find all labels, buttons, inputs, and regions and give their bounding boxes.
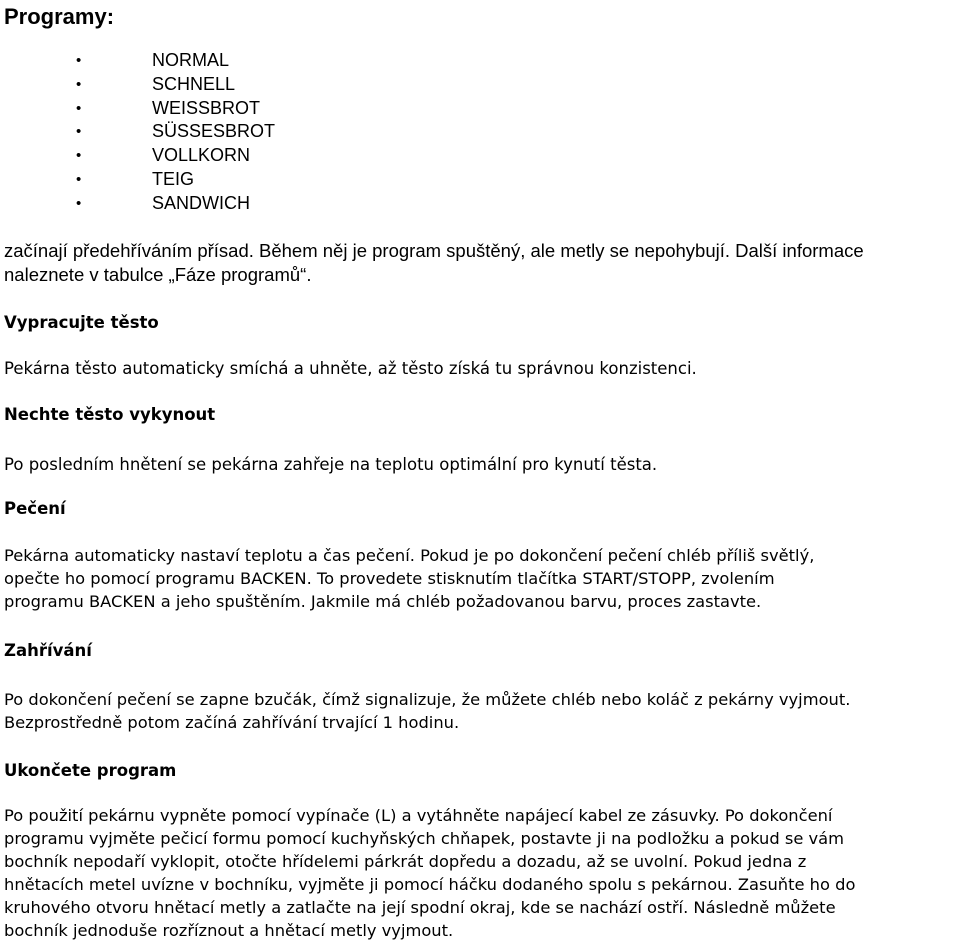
section-heading-finish: Ukončete program: [4, 761, 177, 780]
list-item: [4, 73, 275, 97]
text-line: hnětacích metel uvízne v bochníku, vyjměte ji pomocí háčku dodaného spolu s pekárnou. Zasuňte ho do: [4, 875, 856, 894]
list-item: [4, 192, 275, 216]
program-name: TEIG: [152, 168, 195, 189]
section-heading-bake: Pečení: [4, 499, 66, 518]
text-line: kruhového otvoru hnětací metly a zatlačte na její spodní okraj, kde se nachází ostří. Následně můžete: [4, 898, 836, 917]
bullet-icon: •: [76, 75, 82, 93]
text-line: Po posledním hnětení se pekárna zahřeje na teplotu optimální pro kynutí těsta.: [4, 455, 658, 474]
text-line: začínají předehříváním přísad. Během něj je program spuštěný, ale metly se nepohybují. Další informace: [4, 240, 864, 261]
list-item: [4, 97, 275, 121]
text-line: bochník nepodaří vyklopit, otočte hřídelemi párkrát dopředu a dozadu, až se uvolní. Pokud jedna z: [4, 852, 807, 871]
program-name: NORMAL: [152, 50, 230, 70]
text-line: programu BACKEN a jeho spuštěním. Jakmile má chléb požadovanou barvu, proces zastavte.: [4, 592, 762, 611]
bullet-icon: •: [76, 52, 82, 69]
bullet-icon: •: [76, 99, 82, 117]
section-heading-rise: Nechte těsto vykynout: [4, 405, 216, 424]
list-item: [4, 49, 275, 73]
section-text-rise: [4, 453, 960, 476]
bullet-icon: •: [76, 123, 82, 141]
program-name: SCHNELL: [152, 73, 236, 94]
program-name: VOLLKORN: [152, 145, 251, 166]
text-line: Pekárna těsto automaticky smíchá a uhněte, až těsto získá tu správnou konzistenci.: [4, 359, 697, 378]
text-line: Bezprostředně potom začíná zahřívání trvající 1 hodinu.: [4, 713, 460, 732]
text-line: Po dokončení pečení se zapne bzučák, čímž signalizuje, že můžete chléb nebo koláč z pekárny vyjmout.: [4, 690, 851, 709]
text-line: Po použití pekárnu vypněte pomocí vypínače (L) a vytáhněte napájecí kabel ze zásuvky. Po dokončení: [4, 806, 833, 825]
text-line: programu vyjměte pečicí formu pomocí kuchyňských chňapek, postavte ji na podložku a pokud se vám: [4, 829, 844, 848]
section-heading-keep-warm: Zahřívání: [4, 641, 92, 660]
program-name: WEISSBROT: [152, 97, 261, 118]
intro-paragraph: [4, 239, 960, 287]
program-name: SANDWICH: [152, 192, 250, 213]
bullet-icon: •: [76, 147, 82, 165]
section-text-bake: [4, 544, 960, 613]
program-name: SÜSSESBROT: [152, 121, 276, 142]
text-line: opečte ho pomocí programu BACKEN. To provedete stisknutím tlačítka START/STOPP, zvolením: [4, 569, 775, 588]
section-text-finish: [4, 804, 960, 942]
list-item: [4, 120, 275, 144]
text-line: bochník jednoduše rozříznout a hnětací metly vyjmout.: [4, 921, 454, 940]
text-line: naleznete v tabulce „Fáze programů“.: [4, 264, 312, 285]
page-title: Programy:: [4, 4, 115, 29]
bullet-icon: •: [76, 170, 82, 188]
section-text-knead: [4, 357, 960, 380]
bullet-icon: •: [76, 194, 82, 212]
section-heading-knead: Vypracujte těsto: [4, 313, 159, 332]
list-item: [4, 168, 275, 192]
program-list: [4, 49, 275, 216]
text-line: Pekárna automaticky nastaví teplotu a čas pečení. Pokud je po dokončení pečení chléb příliš světlý,: [4, 546, 815, 565]
list-item: [4, 144, 275, 168]
section-text-keep-warm: [4, 688, 960, 734]
